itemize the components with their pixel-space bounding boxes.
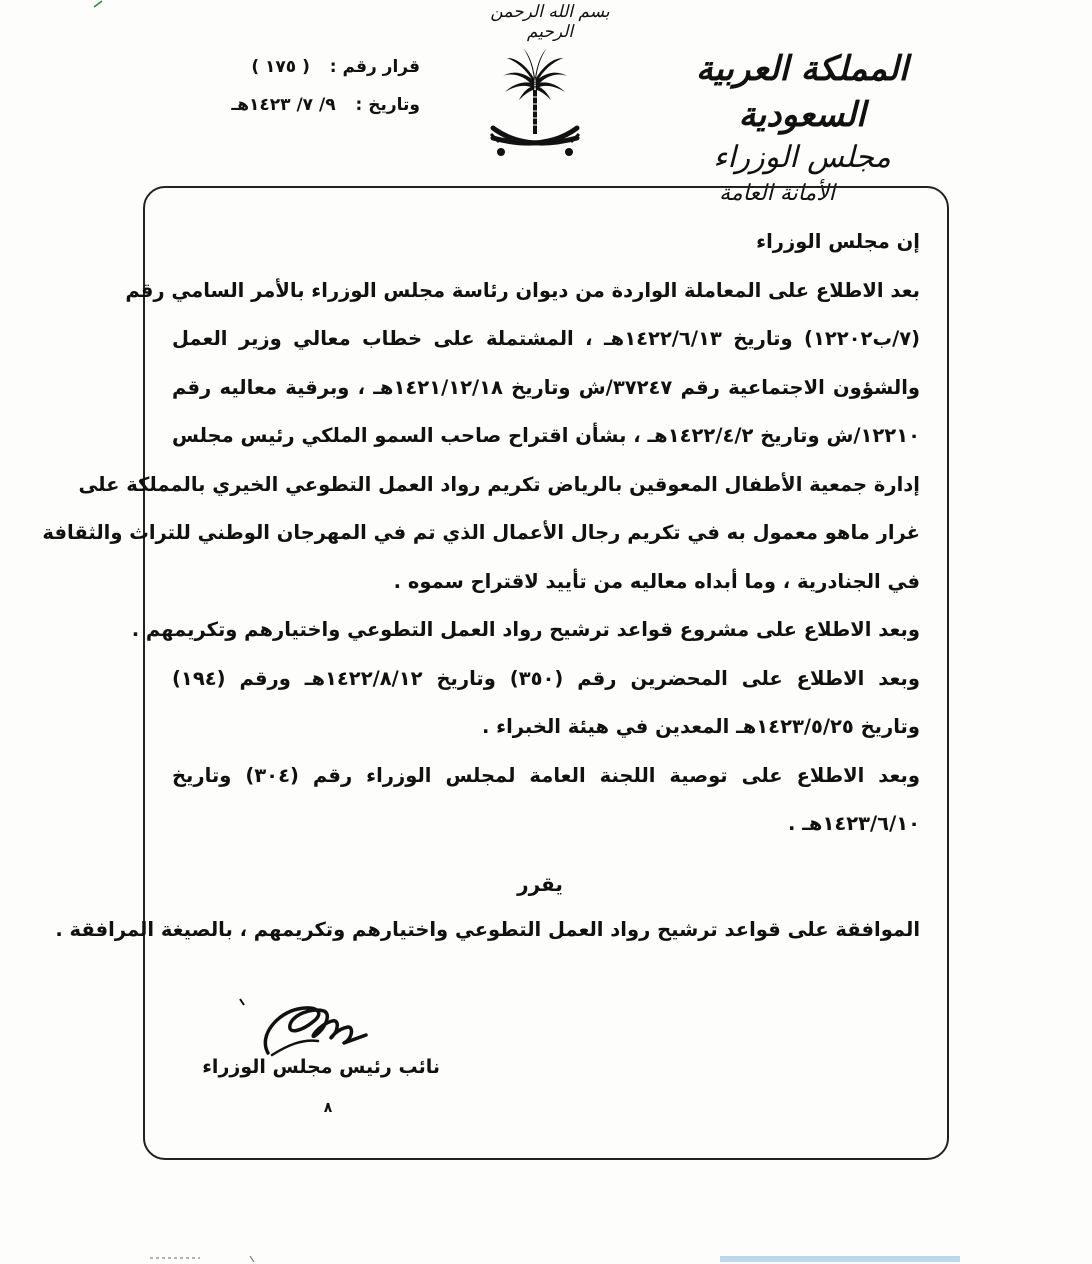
decision-number-label: قرار رقم :: [329, 57, 420, 77]
approval-statement: الموافقة على قواعد ترشيح رواد العمل التطوعي واختيارهم وتكريمهم ، بالصيغة المرافقة .: [55, 918, 920, 941]
page-number: ٨: [323, 1100, 333, 1116]
decision-number-row: [170, 48, 420, 86]
decision-number-value: ( ١٧٥ ): [251, 57, 310, 77]
decision-date-value: ٩/ ٧/ ١٤٢٣هـ: [231, 95, 336, 115]
body-line: في الجنادرية ، وما أبداه معاليه من تأييد لاقتراح سموه .: [393, 569, 920, 593]
signer-title: نائب رئيس مجلس الوزراء: [202, 1056, 440, 1078]
saudi-emblem-icon: [487, 42, 583, 162]
signature-image: [228, 995, 378, 1065]
basmala: بسم الله الرحمن الرحيم: [490, 2, 610, 42]
kingdom-name: المملكة العربية السعودية: [695, 49, 909, 135]
decision-date-label: وتاريخ :: [355, 95, 420, 115]
body-line: غرار ماهو معمول به في تكريم رجال الأعمال الذي تم في المهرجان الوطني للتراث والثقافة: [42, 521, 920, 544]
body-line: إن مجلس الوزراء: [756, 230, 920, 253]
council-name: مجلس الوزراء: [713, 140, 891, 175]
body-line: ١٢٢١٠/ش وتاريخ ١٤٢٢/٤/٢هـ ، بشأن اقتراح صاحب السمو الملكي رئيس مجلس: [172, 424, 921, 447]
body-line: وبعد الاطلاع على المحضرين رقم (٣٥٠) وتاريخ ١٤٢٢/٨/١٢هـ ورقم (١٩٤): [172, 666, 920, 690]
body-line: إدارة جمعية الأطفال المعوقين بالرياض تكريم رواد العمل التطوعي الخيري بالمملكة على: [78, 472, 920, 496]
decision-reference: [170, 48, 420, 124]
body-line: وتاريخ ١٤٢٣/٥/٢٥هـ المعدين في هيئة الخبراء .: [481, 715, 920, 738]
decides-heading: يقرر: [517, 872, 563, 896]
body-line: وبعد الاطلاع على مشروع قواعد ترشيح رواد العمل التطوعي واختيارهم وتكريمهم .: [131, 618, 920, 641]
decision-date-row: [170, 86, 420, 124]
body-line: (٧/ب١٢٢٠٢) وتاريخ ١٤٢٢/٦/١٣هـ ، المشتملة على خطاب معالي وزير العمل: [172, 327, 921, 350]
secretariat-name: الأمانة العامة: [719, 181, 835, 206]
body-line: بعد الاطلاع على المعاملة الواردة من ديوان رئاسة مجلس الوزراء بالأمر السامي رقم: [125, 278, 920, 302]
body-line: ١٤٢٣/٦/١٠هـ .: [788, 812, 920, 835]
footer-scan-edge: [0, 1246, 1092, 1264]
body-line: والشؤون الاجتماعية رقم ٣٧٢٤٧/ش وتاريخ ١٤٢١/١٢/١٨هـ ، وبرقية معاليه رقم: [172, 375, 920, 399]
decision-body: [42, 218, 921, 849]
body-line: وبعد الاطلاع على توصية اللجنة العامة لمجلس الوزراء رقم (٣٠٤) وتاريخ: [172, 763, 920, 787]
corner-mark: [92, 0, 112, 8]
